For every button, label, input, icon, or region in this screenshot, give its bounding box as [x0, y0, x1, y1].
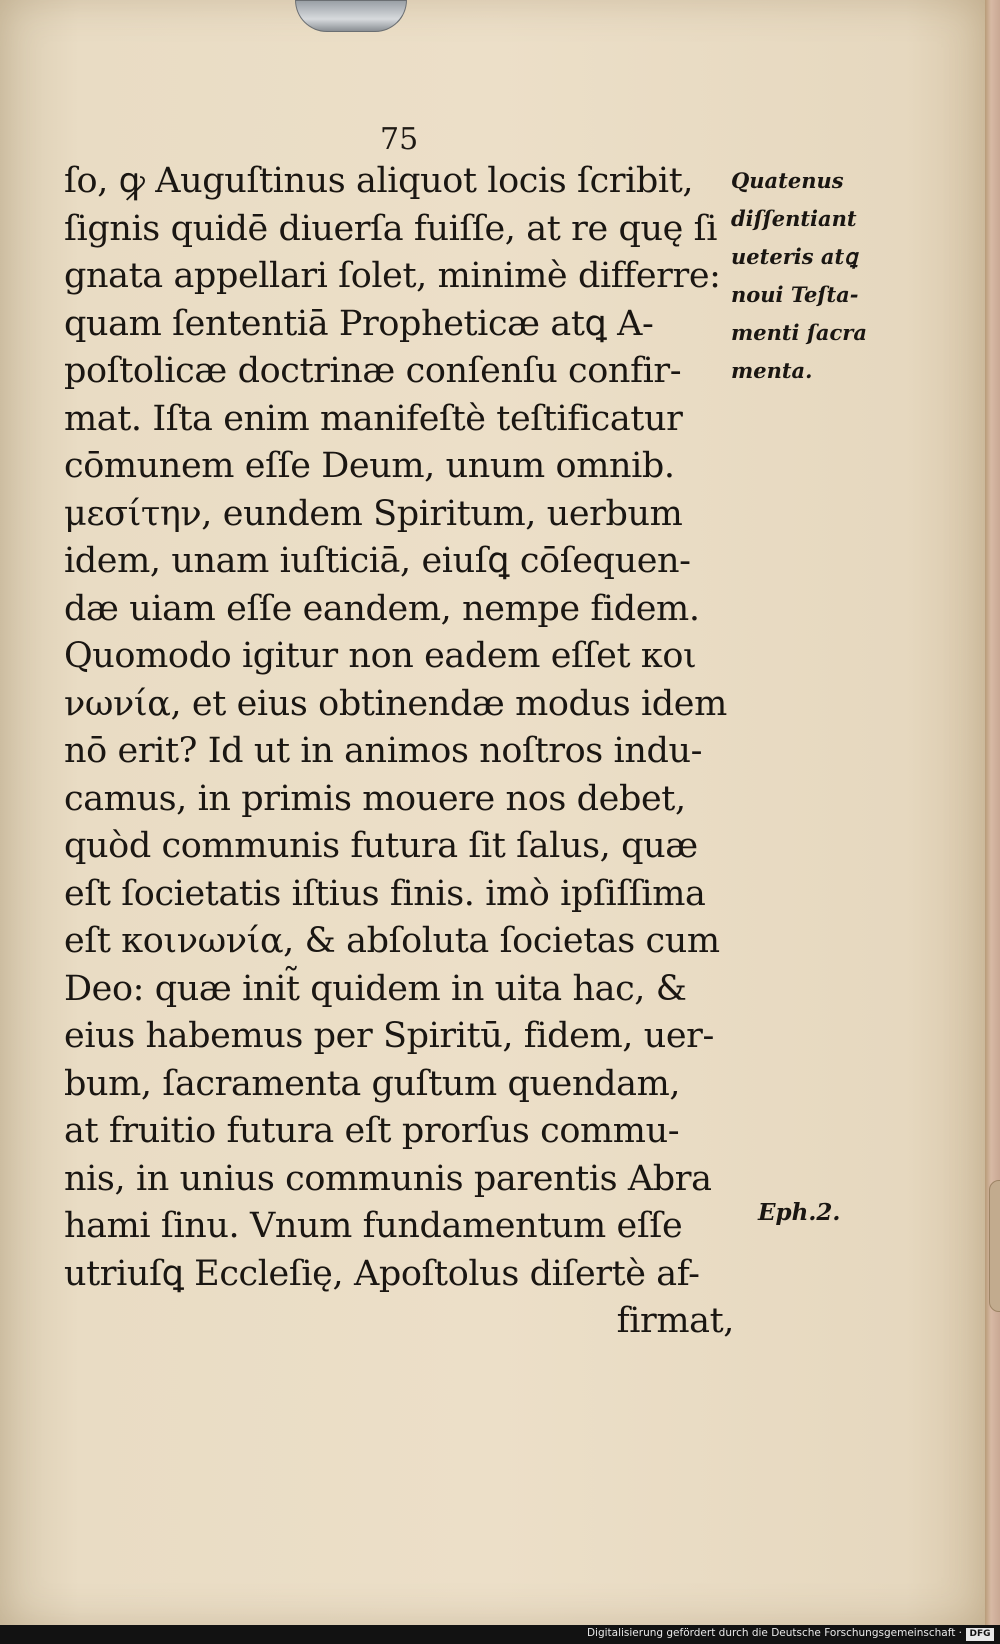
text-line-17: eſt κοινωνία, & abſoluta ſocietas cum [64, 921, 720, 961]
main-text-block [64, 158, 734, 1346]
text-line-19: eius habemus per Spiritū, fidem, uer- [64, 1016, 714, 1056]
text-line-12: νωνία, et eius obtinendæ modus idem [64, 683, 727, 724]
marginal-note-line-3: ueteris atꝗ [731, 244, 858, 269]
text-line-1: ſo, ꝙ Auguſtinus aliquot locis ſcribit, [64, 161, 694, 201]
page-number: 75 [380, 122, 419, 157]
catchword: firmat, [616, 1301, 734, 1341]
text-line-6: mat. Iſta enim manifeſtè teſtificatur [64, 398, 683, 439]
text-line-20: bum, ſacramenta guſtum quendam, [64, 1063, 681, 1104]
text-line-11: Quomodo igitur non eadem eſſet κοι [64, 636, 697, 676]
text-line-9: idem, unam iuſticiā, eiuſꝗ cōſequen- [64, 541, 691, 581]
marginal-note-line-6: menta. [731, 358, 813, 383]
text-line-5: poſtolicæ doctrinæ conſenſu confir- [64, 351, 682, 391]
text-line-14: camus, in primis mouere nos debet, [64, 778, 686, 819]
text-line-22: nis, in unius communis parentis Abra [64, 1158, 712, 1199]
text-line-16: eſt ſocietatis iſtius finis. imò ipſiſſima [64, 873, 706, 914]
paper-clip-icon [295, 0, 407, 32]
text-line-21: at fruitio futura eſt prorſus commu- [64, 1111, 680, 1151]
text-line-10: dæ uiam eſſe eandem, nempe fidem. [64, 588, 700, 629]
footer-bar [0, 1625, 1000, 1644]
marginal-note [731, 162, 891, 390]
marginal-note-line-5: menti ſacra [731, 320, 867, 345]
page-edge [985, 0, 1000, 1625]
text-line-7: cōmunem eſſe Deum, unum omnib. [64, 446, 675, 486]
marginal-note-line-2: diſſentiant [731, 206, 857, 231]
text-line-8: μεσίτην, eundem Spiritum, uerbum [64, 493, 683, 534]
text-line-4: quam ſententiā Propheticæ atꝗ A- [64, 303, 654, 344]
text-line-23: hami ſinu. Vnum fundamentum eſſe [64, 1206, 683, 1246]
text-line-2: ſignis quidē diuerſa fuiſſe, at re quę ſi [64, 208, 718, 249]
marginal-note-line-1: Quatenus [731, 168, 844, 193]
text-line-24: utriuſꝗ Eccleſię, Apoſtolus diſertè af- [64, 1253, 700, 1294]
dfg-logo: DFG [966, 1628, 994, 1641]
text-line-13: nō erit? Id ut in animos noſtros indu- [64, 731, 703, 771]
text-line-18: Deo: quæ init̃ quidem in uita hac, & [64, 968, 687, 1009]
text-line-15: quòd communis futura ſit ſalus, quæ [64, 826, 698, 866]
funding-credit: Digitalisierung gefördert durch die Deutsche Forschungsgemeinschaft · [586, 1627, 962, 1639]
marginal-note-line-4: noui Teſta- [731, 282, 859, 307]
text-line-3: gnata appellari ſolet, minimè differre: [64, 256, 721, 296]
marginal-reference: Eph.2. [758, 1199, 841, 1226]
